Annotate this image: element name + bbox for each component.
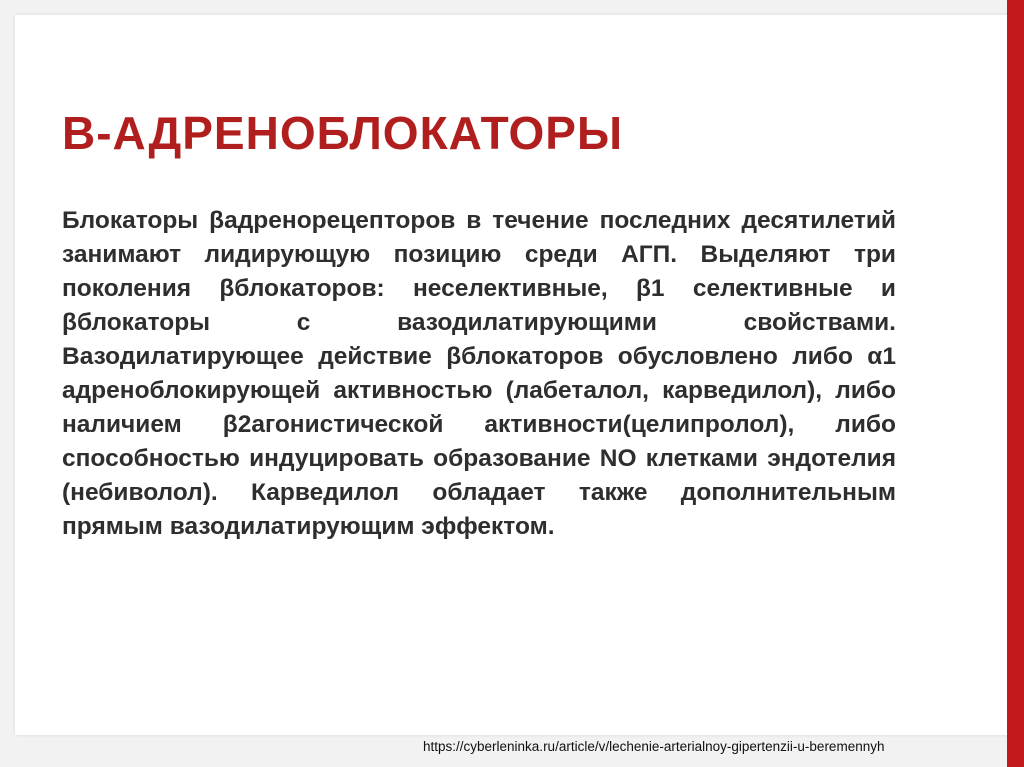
slide-title: Β-АДРЕНОБЛОКАТОРЫ (62, 107, 624, 159)
slide-body-text: Блокаторы βадренорецепторов в течение последних десятилетий занимают лидирующую позицию среди АГП. Выделяют три поколения βблокаторов: неселективные, β1 селективные и βблокаторы с вазодилатирующими свойствами. Вазодилатирующее действие βблокаторов обусловлено либо α1 адреноблокирующей активностью (лабеталол, карведилол), либо наличием β2агонистической активности(целипролол), либо способностью индуцировать образование NO клетками эндотелия (небиволол). Карведилол обладает также дополнительным прямым вазодилатирующим эффектом. (62, 207, 896, 540)
accent-bar (1007, 0, 1024, 767)
source-link[interactable]: https://cyberleninka.ru/article/v/lechenie-arterialnoy-gipertenzii-u-beremennyh (423, 739, 885, 754)
